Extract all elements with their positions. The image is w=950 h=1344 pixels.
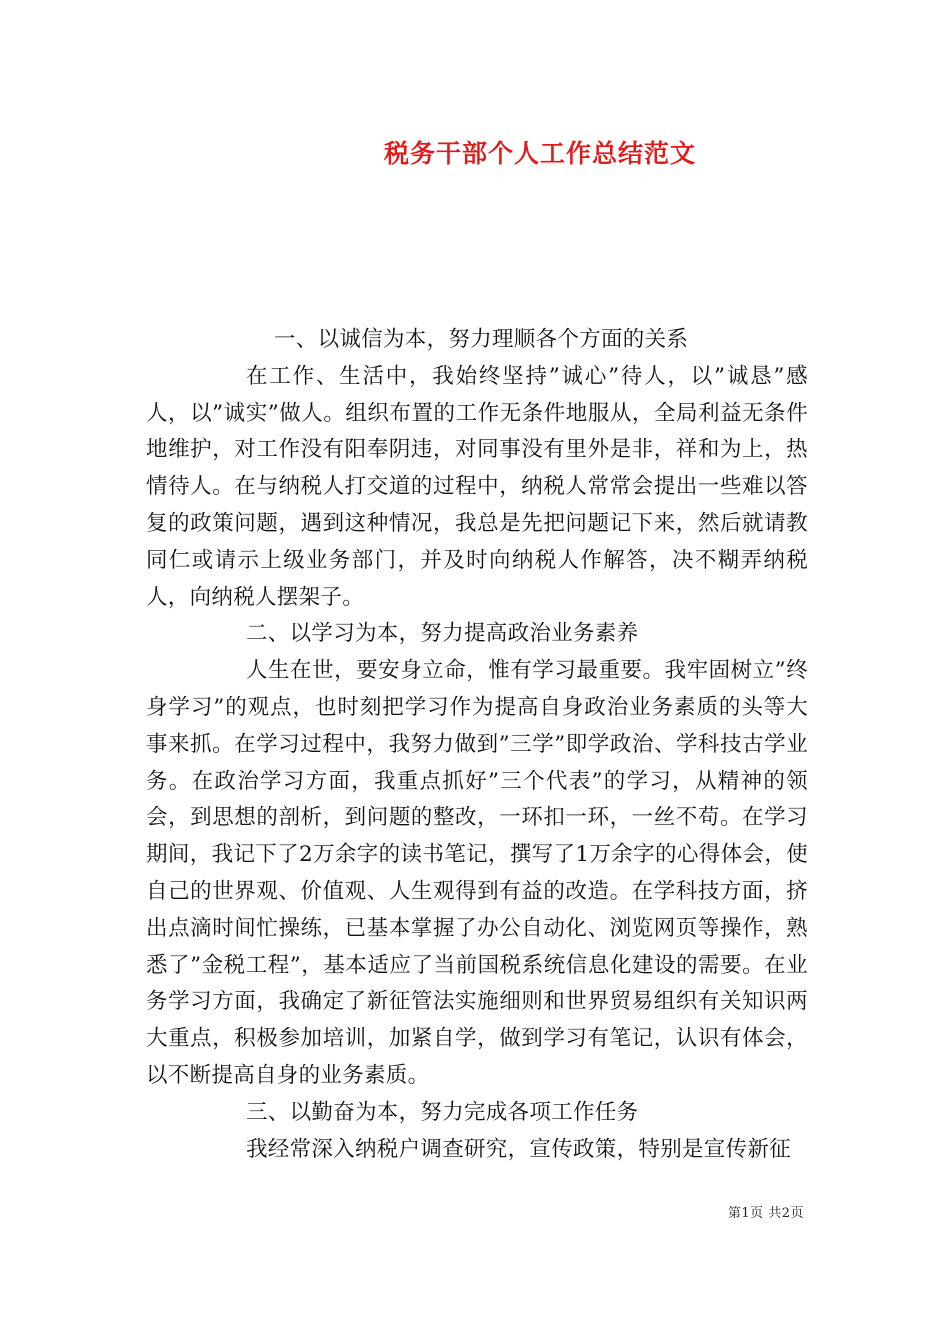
section-heading-3: 三、以勤奋为本，努力完成各项工作任务 (246, 1099, 639, 1125)
section-paragraph-1: 在工作、生活中，我始终坚持”诚心”待人，以”诚恳”感人，以”诚实”做人。组织布置的工作无条件地服从，全局利益无条件地维护，对工作没有阳奉阴违，对同事没有里外是非，祥和为上，热情待人。在与纳税人打交道的过程中，纳税人常常会提出一些难以答复的政策问题，遇到这种情况，我总是先把问题记下来，然后就请教同仁或请示上级业务部门，并及时向纳税人作解答，决不糊弄纳税人，向纳税人摆架子。 (146, 363, 808, 610)
document-body (146, 322, 808, 1168)
page-footer: 第1页 共2页 (727, 1206, 804, 1221)
section-paragraph-3: 我经常深入纳税户调查研究，宣传政策，特别是宣传新征 (246, 1136, 792, 1162)
section-paragraph-2: 人生在世，要安身立命，惟有学习最重要。我牢固树立”终身学习”的观点，也时刻把学习作为提高自身政治业务素质的头等大事来抓。在学习过程中，我努力做到”三学”即学政治、学科技古学业务。在政治学习方面，我重点抓好”三个代表”的学习，从精神的领会，到思想的剖析，到问题的整改，一环扣一环，一丝不苟。在学习期间，我记下了2万余字的读书笔记，撰写了1万余字的心得体会，使自己的世界观、价值观、人生观得到有益的改造。在学科技方面，挤出点滴时间忙操练，已基本掌握了办公自动化、浏览网页等操作，熟悉了”金税工程”，基本适应了当前国税系统信息化建设的需要。在业务学习方面，我确定了新征管法实施细则和世界贸易组织有关知识两大重点，积极参加培训，加紧自学，做到学习有笔记，认识有体会，以不断提高自身的业务素质。 (146, 658, 808, 1088)
section-heading-2: 二、以学习为本，努力提高政治业务素养 (246, 621, 639, 647)
section-heading-1: 一、以诚信为本，努力理顺各个方面的关系 (274, 327, 689, 352)
document-title: 税务干部个人工作总结范文 (383, 139, 696, 168)
